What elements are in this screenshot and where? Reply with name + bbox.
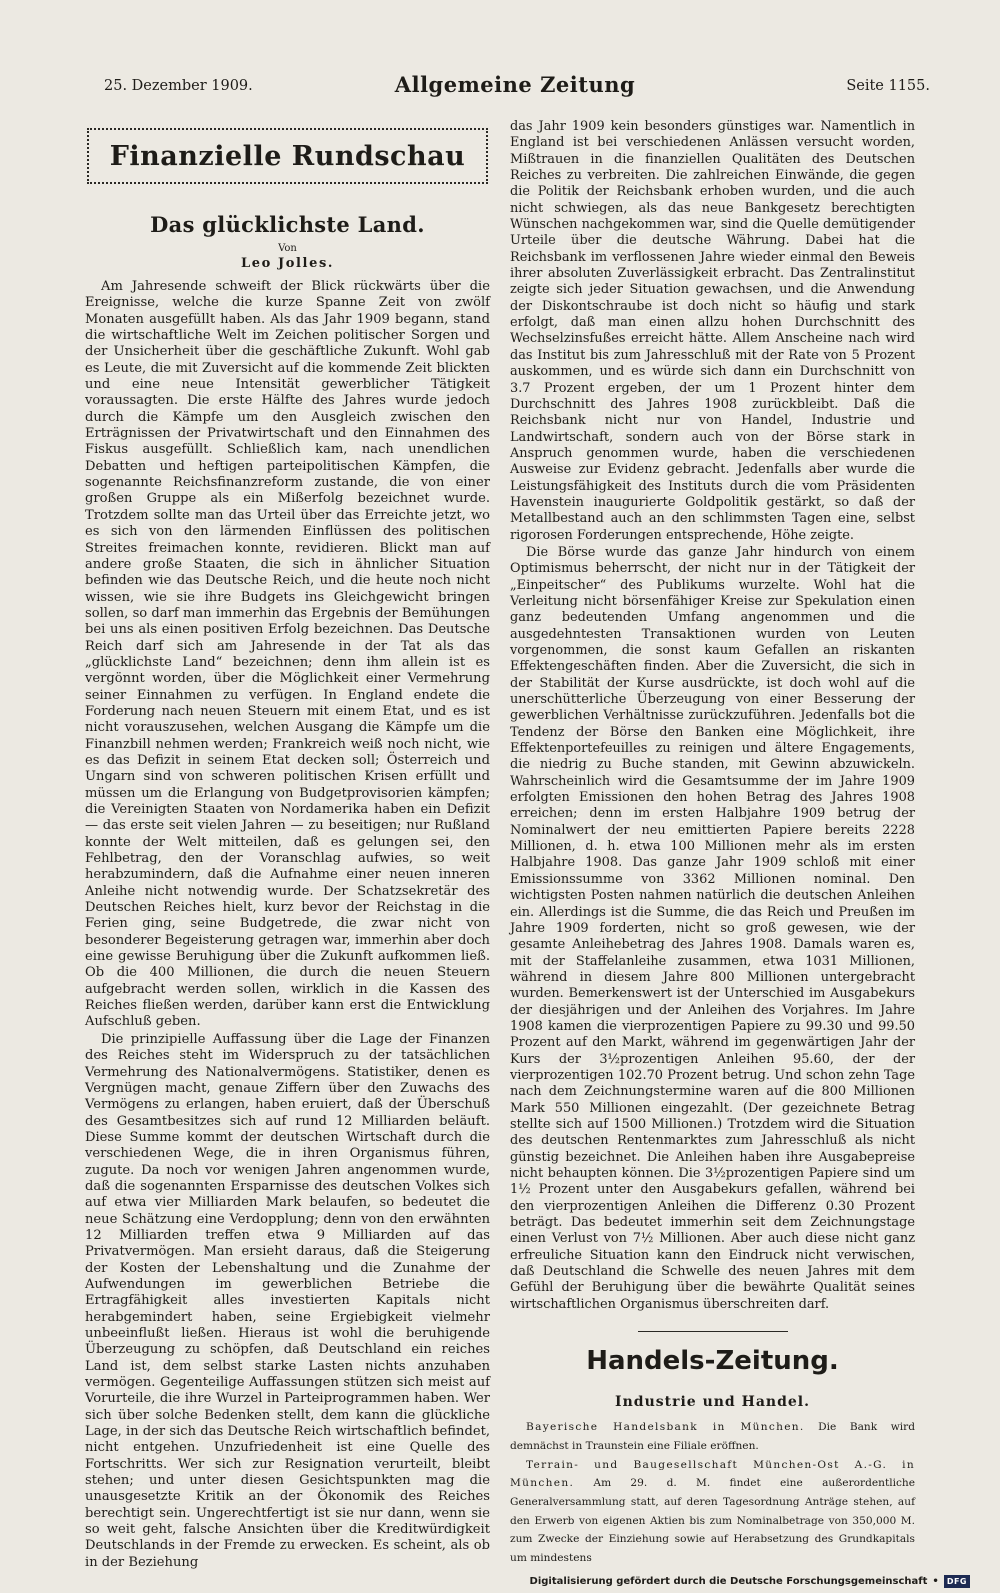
dfg-logo: DFG <box>944 1575 970 1588</box>
byline-von: Von <box>278 243 297 254</box>
notice-company: Bayerische Handelsbank in München. <box>526 1421 805 1434</box>
notice-item <box>510 1456 915 1568</box>
byline-author: Leo Jolles. <box>240 256 335 271</box>
digitization-credit: Digitalisierung gefördert durch die Deutsche Forschungsgemeinschaft • DFG <box>530 1572 970 1590</box>
article-paragraph: Die prinzipielle Auffassung über die Lage der Finanzen des Reiches steht im Widerspruch zu der tatsächlichen Vermehrung des Nationalvermögens. Statistiker, denen es Vergnügen macht, genaue Ziffern über den Zuwachs des Vermögens zu erlangen, haben eruiert, daß der Überschuß des Gesamtbesitzes sich auf rund 12 Milliarden beläuft. Diese Summe kommt der deutschen Wirtschaft durch die verschiedenen Wege, die in ihren Organismus führen, zugute. Da noch vor wenigen Jahren angenommen wurde, daß die sogenannten Ersparnisse des deutschen Volkes sich auf etwa vier Milliarden Mark belaufen, so bedeutet die neue Schätzung eine Verdopplung; denn von den erwähnten 12 Milliarden treffen etwa 9 Milliarden auf das Privatvermögen. Man ersieht daraus, daß die Steigerung der Kosten der Lebenshaltung und die Zunahme der Aufwendungen im gewerblichen Betriebe die Ertragfähigkeit alles investierten Kapitals nicht herabgemindert haben, seine Ergiebigkeit vielmehr unbeeinflußt ließen. Hieraus ist wohl die beruhigende Überzeugung zu schöpfen, daß Deutschland ein reiches Land ist, dem selbst starke Lasten nichts anzuhaben vermögen. Gegenteilige Auffassungen stützen sich meist auf Vorurteile, die ihre Wurzel in Parteiprogrammen haben. Wer sich über solche Bedenken stellt, dem kann die glückliche Lage, in der sich das Deutsche Reich wirtschaftlich befindet, nicht entgehen. Unzufriedenheit ist eine Quelle des Fortschritts. Wer sich zur Resignation verurteilt, bleibt stehen; und unter diesen Gesichtspunkten mag die unausgesetzte Kritik an der Ökonomik des Reiches berechtigt sein. Ungerechtfertigt ist sie nur dann, wenn sie so weit geht, falsche Ansichten über die Kreditwürdigkeit Deutschlands in der Fremde zu erwecken. Es scheint, als ob in der Beziehung <box>85 1031 490 1570</box>
notice-text: Die Bank wird demnächst in Traunstein eine Filiale eröffnen. <box>510 1421 916 1452</box>
page-number: Seite 1155. <box>846 78 930 94</box>
right-column <box>510 119 916 1565</box>
notice-text: Am 29. d. M. findet eine außerordentliche Generalversammlung statt, auf deren Tagesordnung Anträge stehen, auf den Erwerb von eigenen Aktien bis zum Nominalbetrage von 350,000 M. zum Zwecke der Einziehung sowie auf Herabsetzung des Grundkapitals um mindestens <box>510 1477 916 1565</box>
section-divider <box>638 1331 788 1332</box>
handels-zeitung-title: Handels-Zeitung. <box>586 1346 839 1377</box>
credit-text: Digitalisierung gefördert durch die Deutsche Forschungsgemeinschaft <box>529 1575 928 1587</box>
page-header <box>100 72 930 106</box>
article-paragraph: Die Börse wurde das ganze Jahr hindurch von einem Optimismus beherrscht, der nicht nur in der Tätigkeit der „Einpeitscher“ des Publikums wurzelte. Wohl hat die Verleitung nicht börsenfähiger Kreise zur Spekulation einen ganz bedeutenden Umfang angenommen und die ausgedehntesten Transaktionen wurden von Leuten vorgenommen, die sonst kaum Gefallen an riskanten Effektengeschäften finden. Aber die Zuversicht, die sich in der Stabilität der Kurse ausdrückte, ist doch wohl auf die unerschütterliche Überzeugung von einer Besserung der gewerblichen Verhältnisse zurückzuführen. Jedenfalls bot die Tendenz der Börse den Banken eine Möglichkeit, ihre Effektenportefeuilles zu reinigen und ältere Engagements, die niedrig zu Buche standen, mit Gewinn abzuwickeln. Wahrscheinlich wird die Gesamtsumme der im Jahre 1909 erfolgten Emissionen den hohen Betrag des Jahres 1908 erreichen; denn im ersten Halbjahre 1909 betrug der Nominalwert der neu emittierten Papiere bereits 2228 Millionen, d. h. etwa 100 Millionen mehr als im ersten Halbjahre 1908. Das ganze Jahr 1909 schloß mit einer Emissionssumme von 3362 Millionen nominal. Den wichtigsten Posten nahmen natürlich die deutschen Anleihen ein. Allerdings ist die Summe, die das Reich und Preußen im Jahre 1909 forderten, nicht so groß gewesen, wie der gesamte Anleihebetrag des Jahres 1908. Damals waren es, mit der Staffelanleihe zusammen, etwa 1031 Millionen, während in diesem Jahre 800 Millionen untergebracht wurden. Bemerkenswert ist der Unterschied im Ausgabekurs der diesjährigen und der Anleihen des Vorjahres. Im Jahre 1908 kamen die vierprozentigen Papiere zu 99.30 und 99.50 Prozent auf den Markt, während im gegenwärtigen Jahr der Kurs der 3½prozentigen Anleihen 95.60, der der vierprozentigen 102.70 Prozent betrug. Und schon zehn Tage nach dem Zeichnungstermine waren auf die 800 Millionen Mark 550 Millionen eingezahlt. (Der gezeichnete Betrag stellte sich auf 1500 Millionen.) Trotzdem wird die Situation des deutschen Rentenmarktes zum Jahresschluß als nicht günstig bezeichnet. Die Anleihen haben ihre Ausgabepreise nicht behaupten können. Die 3½prozentigen Papiere sind um 1½ Prozent unter den Ausgabekurs gefallen, während bei den vierprozentigen Anleihen die Differenz 0.30 Prozent beträgt. Das bedeutet immerhin seit dem Zeichnungstage einen Verlust von 7½ Millionen. Aber auch diese nicht ganz erfreuliche Situation kann den Eindruck nicht verwischen, daß Deutschland die Schwelle des neuen Jahres mit dem Gefühl der Beruhigung über die bewährte Qualität seines wirtschaftlichen Organismus überschreiten darf. <box>510 544 915 1312</box>
notice-company: Terrain- und Baugesellschaft München-Ost A.-G. in München. <box>510 1458 915 1490</box>
notice-item <box>510 1418 915 1455</box>
article-paragraph: das Jahr 1909 kein besonders günstiges war. Namentlich in England ist bei verschiedenen Anlässen versucht worden, Mißtrauen in die finanziellen Qualitäten des Deutschen Reiches zu verbreiten. Die zahlreichen Einwände, die gegen die Politik der Reichsbank erhoben wurden, und die auch nicht schwiegen, als das neue Bankgesetz berechtigten Wünschen nachgekommen war, sind die Quelle demütigender Urteile über die deutsche Währung. Dabei hat die Reichsbank im verflossenen Jahre wieder einmal den Beweis ihrer absoluten Zuverlässigkeit erbracht. Das Zentralinstitut zeigte sich jeder Situation gewachsen, und die Anwendung der Diskontschraube ist doch nicht so häufig und stark erfolgt, daß man einen allzu hohen Durchschnitt des Wechselzinsfußes erreicht hätte. Allem Anscheine nach wird das Institut bis zum Jahresschluß mit der Rate von 5 Prozent auskommen, und es würde sich dann ein Durchschnitt von 3.7 Prozent ergeben, der um 1 Prozent hinter dem Durchschnitt des Jahres 1908 zurückbleibt. Daß die Reichsbank nicht nur von Handel, Industrie und Landwirtschaft, sondern auch von der Börse stark in Anspruch genommen wurde, haben die verschiedenen Ausweise zur Evidenz gebracht. Jedenfalls aber wurde die Leistungsfähigkeit des Instituts durch die vom Präsidenten Havenstein inaugurierte Goldpolitik gestärkt, so daß der Metallbestand auch an den schlimmsten Tagen eine, selbst rigorosen Forderungen entsprechende, Höhe zeigte. <box>510 119 915 543</box>
masthead-title: Allgemeine Zeitung <box>394 72 636 97</box>
article-title: Das glücklichste Land. <box>150 212 425 237</box>
left-column <box>85 120 490 1570</box>
section-heading-box <box>87 128 488 184</box>
industrie-handel-heading: Industrie und Handel. <box>615 1394 810 1411</box>
section-title: Finanzielle Rundschau <box>109 140 466 172</box>
issue-date: 25. Dezember 1909. <box>104 78 253 94</box>
article-paragraph: Am Jahresende schweift der Blick rückwärts über die Ereignisse, welche die kurze Spanne Zeit von zwölf Monaten ausgefüllt haben. Als das Jahr 1909 begann, stand die wirtschaftliche Welt im Zeichen politischer Sorgen und der Unsicherheit über die geschäftliche Zukunft. Wohl gab es Leute, die mit Zuversicht auf die kommende Zeit blickten und eine neue Intensität gewerblicher Tätigkeit voraussagten. Die erste Hälfte des Jahres wurde jedoch durch die Kämpfe um den Ausgleich zwischen den Erträgnissen der Privatwirtschaft und den Einnahmen des Fiskus ausgefüllt. Schließlich kam, nach unendlichen Debatten und heftigen parteipolitischen Kämpfen, die sogenannte Reichsfinanzreform zustande, die von einer großen Gruppe als ein Mißerfolg bezeichnet wurde. Trotzdem sollte man das Urteil über das Erreichte jetzt, wo es sich von den lärmenden Einflüssen des politischen Streites freimachen konnte, revidieren. Blickt man auf andere große Staaten, die sich in ähnlicher Situation befinden wie das Deutsche Reich, und die heute noch nicht wissen, wie sie ihre Budgets ins Gleichgewicht bringen sollen, so darf man immerhin das Ergebnis der Bemühungen bei uns als einen positiven Erfolg bezeichnen. Das Deutsche Reich darf sich am Jahresende in der Tat als das „glücklichste Land“ bezeichnen; denn ihm allein ist es vergönnt worden, über die Möglichkeit einer Vermehrung seiner Einnahmen zu verfügen. In England endete die Forderung nach neuen Steuern mit einem Etat, und es ist nicht vorauszusehen, welchen Ausgang die Kämpfe um die Finanzbill nehmen werden; Frankreich weiß noch nicht, wie es das Defizit in seinem Etat decken soll; Österreich und Ungarn sind von schweren politischen Krisen erfüllt und müssen um die Erlangung von Budgetprovisorien kämpfen; die Vereinigten Staaten von Nordamerika haben ein Defizit — das erste seit vielen Jahren — zu beseitigen; nur Rußland konnte der Welt mitteilen, daß es gelungen sei, den Fehlbetrag, den der Voranschlag aufwies, so weit herabzumindern, daß die Aufnahme einer neuen inneren Anleihe nicht notwendig wurde. Der Schatzsekretär des Deutschen Reiches hielt, kurz bevor der Reichstag in die Ferien ging, seine Budgetrede, die zwar nicht von besonderer Begeisterung getragen war, immerhin aber doch eine gewisse Beruhigung über die Zukunft aufkommen ließ. Ob die 400 Millionen, die durch die neuen Steuern aufgebracht werden sollen, wirklich in die Kassen des Reiches fließen werden, darüber kann erst die Entwicklung Aufschluß geben. <box>85 279 490 1030</box>
